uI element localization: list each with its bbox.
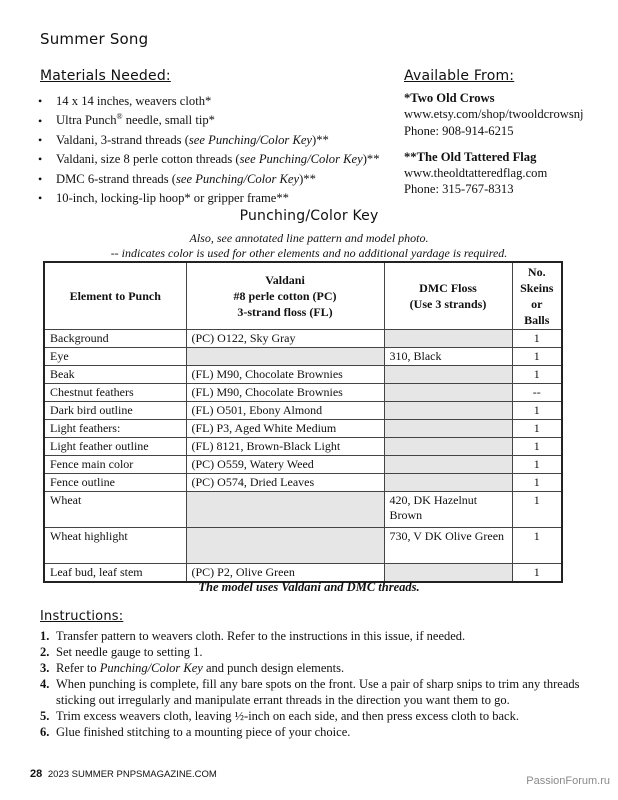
document-title: Summer Song <box>40 30 149 48</box>
instruction-step: 4. When punching is complete, fill any bare spots on the front. Use a pair of sharp snips to trim any threads sticking out irregularly and manipulate errant threads in the direction you want them to go. <box>40 677 580 707</box>
cell-dmc <box>384 456 512 474</box>
table-row <box>44 528 562 564</box>
cell-element: Wheat <box>44 492 186 528</box>
cell-skeins: 1 <box>512 456 562 474</box>
table-row <box>44 474 562 492</box>
cell-valdani: (FL) M90, Chocolate Brownies <box>186 384 384 402</box>
table-header-row <box>44 262 562 330</box>
table-row <box>44 420 562 438</box>
cell-element: Chestnut feathers <box>44 384 186 402</box>
materials-item: • Valdani, 3-strand threads (see Punching/Color Key)** <box>38 129 380 148</box>
cell-valdani: (PC) P2, Olive Green <box>186 564 384 583</box>
cell-dmc: 730, V DK Olive Green <box>384 528 512 564</box>
available-from <box>404 68 584 197</box>
cell-valdani <box>186 492 384 528</box>
cell-dmc <box>384 474 512 492</box>
cell-dmc: 310, Black <box>384 348 512 366</box>
step-number: 6. <box>40 725 50 739</box>
color-key-table <box>43 261 563 583</box>
footer-text: 2023 SUMMER PNPSMAGAZINE.COM <box>47 769 217 780</box>
cell-valdani <box>186 528 384 564</box>
table-row <box>44 438 562 456</box>
instruction-step: 6. Glue finished stitching to a mounting piece of your choice. <box>40 725 351 739</box>
table-row <box>44 456 562 474</box>
header-skeins: No. Skeins or Balls <box>512 262 562 330</box>
color-key-heading: Punching/Color Key <box>239 208 379 224</box>
available-heading: Available From: <box>404 68 515 84</box>
materials-item: • Valdani, size 8 perle cotton threads (see Punching/Color Key)** <box>38 148 380 167</box>
step-number: 3. <box>40 661 50 675</box>
source-old-tattered-flag <box>404 149 584 198</box>
cell-dmc <box>384 402 512 420</box>
cell-skeins: 1 <box>512 564 562 583</box>
instruction-step: 1. Transfer pattern to weavers cloth. Refer to the instructions in this issue, if needed. <box>40 629 466 643</box>
table-row <box>44 402 562 420</box>
table-body <box>44 330 562 583</box>
watermark: PassionForum.ru <box>526 775 610 787</box>
table-row <box>44 366 562 384</box>
registered-mark: ® <box>116 112 123 122</box>
cell-skeins: -- <box>512 384 562 402</box>
cell-valdani: (PC) O122, Sky Gray <box>186 330 384 348</box>
cell-skeins: 1 <box>512 402 562 420</box>
materials-item: • Ultra Punch® needle, small tip* <box>38 109 380 128</box>
cell-element: Fence main color <box>44 456 186 474</box>
cell-dmc <box>384 330 512 348</box>
key-note: Also, see annotated line pattern and model photo. <box>189 231 429 245</box>
cell-element: Light feather outline <box>44 438 186 456</box>
materials-heading: Materials Needed: <box>40 68 171 84</box>
materials-list <box>38 90 380 206</box>
source-name: **The Old Tattered Flag <box>404 149 537 164</box>
materials-item: • 14 x 14 inches, weavers cloth* <box>38 90 380 109</box>
cell-dmc <box>384 420 512 438</box>
table-row <box>44 492 562 528</box>
cell-dmc <box>384 438 512 456</box>
table-row <box>44 384 562 402</box>
instructions-heading: Instructions: <box>40 609 124 624</box>
table-row <box>44 330 562 348</box>
cell-valdani: (FL) 8121, Brown-Black Light <box>186 438 384 456</box>
cell-skeins: 1 <box>512 492 562 528</box>
cell-skeins: 1 <box>512 528 562 564</box>
cell-dmc <box>384 366 512 384</box>
table-caption: The model uses Valdani and DMC threads. <box>198 580 420 594</box>
instruction-step: 2. Set needle gauge to setting 1. <box>40 645 203 659</box>
source-phone: Phone: 315-767-8313 <box>404 182 514 197</box>
step-number: 5. <box>40 709 50 723</box>
materials-item: • 10-inch, locking-lip hoop* or gripper frame** <box>38 187 380 206</box>
step-number: 2. <box>40 645 50 659</box>
cell-dmc <box>384 384 512 402</box>
table-row <box>44 348 562 366</box>
source-url[interactable]: www.etsy.com/shop/twooldcrowsnj <box>404 107 584 122</box>
cell-valdani <box>186 348 384 366</box>
cell-valdani: (PC) O574, Dried Leaves <box>186 474 384 492</box>
source-url[interactable]: www.theoldtatteredflag.com <box>404 166 548 181</box>
cell-valdani: (FL) O501, Ebony Almond <box>186 402 384 420</box>
header-valdani: Valdani #8 perle cotton (PC) 3-strand floss (FL) <box>186 262 384 330</box>
cell-dmc: 420, DK Hazelnut Brown <box>384 492 512 528</box>
key-note: -- indicates color is used for other elements and no additional yardage is required. <box>110 246 508 260</box>
source-phone: Phone: 908-914-6215 <box>404 123 514 138</box>
step-number: 4. <box>40 677 50 691</box>
cell-skeins: 1 <box>512 474 562 492</box>
cell-valdani: (PC) O559, Watery Weed <box>186 456 384 474</box>
materials-item: • DMC 6-strand threads (see Punching/Color Key)** <box>38 168 380 187</box>
header-element: Element to Punch <box>44 262 186 330</box>
cell-element: Light feathers: <box>44 420 186 438</box>
source-two-old-crows <box>404 90 584 139</box>
cell-skeins: 1 <box>512 420 562 438</box>
cell-element: Fence outline <box>44 474 186 492</box>
source-name: *Two Old Crows <box>404 91 495 106</box>
cell-element: Background <box>44 330 186 348</box>
cell-element: Leaf bud, leaf stem <box>44 564 186 583</box>
page-number: 28 <box>30 768 43 780</box>
cell-skeins: 1 <box>512 348 562 366</box>
instructions-list <box>40 628 588 740</box>
cell-skeins: 1 <box>512 366 562 384</box>
cell-element: Wheat highlight <box>44 528 186 564</box>
page-footer <box>30 768 217 780</box>
instruction-step: 5. Trim excess weavers cloth, leaving ½-inch on each side, and then press excess cloth to back. <box>40 709 519 723</box>
cell-valdani: (FL) M90, Chocolate Brownies <box>186 366 384 384</box>
header-dmc: DMC Floss (Use 3 strands) <box>384 262 512 330</box>
cell-element: Beak <box>44 366 186 384</box>
cell-element: Dark bird outline <box>44 402 186 420</box>
cell-element: Eye <box>44 348 186 366</box>
instruction-step: 3. Refer to Punching/Color Key and punch design elements. <box>40 661 345 675</box>
cell-skeins: 1 <box>512 438 562 456</box>
cell-skeins: 1 <box>512 330 562 348</box>
step-number: 1. <box>40 629 50 643</box>
cell-valdani: (FL) P3, Aged White Medium <box>186 420 384 438</box>
